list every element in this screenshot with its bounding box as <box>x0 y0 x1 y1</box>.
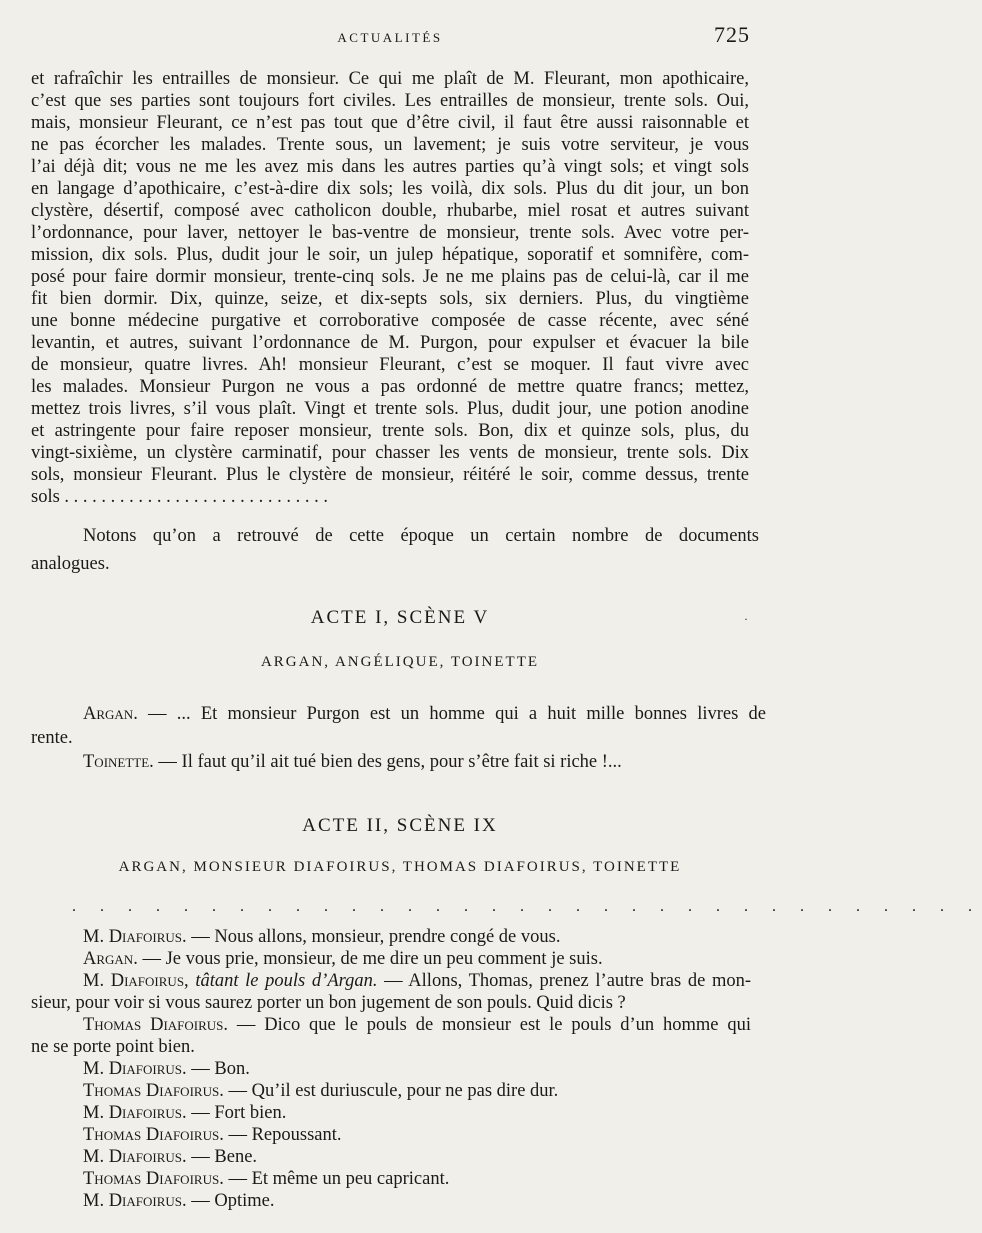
dialogue-line <box>31 1168 751 1190</box>
dialogue-line <box>31 970 751 992</box>
line-text: — Allons, Thomas, prenez l’autre bras de mon- <box>377 971 751 991</box>
speaker-name: Argan. <box>83 949 138 969</box>
speaker-name: M. Diafoirus. <box>83 1059 187 1079</box>
speaker-name: Toinette. <box>83 752 154 772</box>
speaker-name: M. Diafoirus. <box>83 927 187 947</box>
text-line: l’ai déjà dit; vous ne me les avez mis dans les autres parties qu’à vingt sols; et vingt sols <box>31 157 749 177</box>
text-line: fit bien dormir. Dix, quinze, seize, et dix-septs sols, six derniers. Plus, du vingtième <box>31 289 749 309</box>
speaker-name: Argan. <box>83 704 138 724</box>
dialogue-line <box>31 1036 751 1058</box>
dialogue-line <box>31 1080 751 1102</box>
scene-characters: ARGAN, MONSIEUR DIAFOIRUS, THOMAS DIAFOIRUS, TOINETTE <box>118 859 682 875</box>
text-line: les malades. Monsieur Purgon ne vous a pas ordonné de mettre quatre francs; mettez, <box>31 377 749 397</box>
text-line: mettez trois livres, s’il vous plaît. Vingt et trente sols. Plus, dudit jour, une potion anodine <box>31 399 749 419</box>
bill-paragraph <box>31 68 749 508</box>
ellipsis-row: . . . . . . . . . . . . . . . . . . . . . . . . . . . . . . . . . <box>72 898 982 915</box>
text-line: posé pour faire dormir monsieur, trente-cinq sols. Je ne me plains pas de celui-là, car il me <box>31 267 749 287</box>
speaker-name: Thomas Diafoirus. <box>83 1169 224 1189</box>
line-text: — Je vous prie, monsieur, de me dire un peu comment je suis. <box>137 949 603 969</box>
speaker-name: Thomas Diafoirus. <box>83 1015 229 1035</box>
text-line: une bonne médecine purgative et corroborative composée de casse récente, avec séné <box>31 311 749 331</box>
text-line: Notons qu’on a retrouvé de cette époque un certain nombre de documents <box>83 526 759 546</box>
scene1-dialogue <box>31 702 766 774</box>
text-line: analogues. <box>31 554 110 574</box>
line-text: — Et même un peu capricant. <box>223 1169 450 1189</box>
note-paragraph <box>31 522 759 578</box>
dialogue-line <box>31 1146 751 1168</box>
speaker-name: M. Diafoirus. <box>83 1103 187 1123</box>
line-text: — Repoussant. <box>223 1125 342 1145</box>
text-line: et astringente pour faire reposer monsieur, trente sols. Bon, dix et quinze sols, plus, du <box>31 421 749 441</box>
speaker-name: M. Diafoirus, <box>83 971 189 991</box>
speaker-name: M. Diafoirus. <box>83 1191 187 1211</box>
text-line: c’est que ses parties sont toujours fort civiles. Les entrailles de monsieur, trente sols. Oui, <box>31 91 749 111</box>
dialogue-line <box>31 702 766 726</box>
dialogue-line <box>31 1102 751 1124</box>
margin-mark: · <box>744 612 748 626</box>
line-text: — Dico que le pouls de monsieur est le pouls d’un homme qui <box>228 1015 751 1035</box>
stage-direction: tâtant le pouls d’Argan. <box>188 971 378 991</box>
speaker-name: M. Diafoirus. <box>83 1147 187 1167</box>
text-line: ne pas écorcher les malades. Trente sous, un lavement; je suis votre serviteur, je vous <box>31 135 749 155</box>
text-line: levantin, et autres, suivant l’ordonnance de M. Purgon, pour expulser et évacuer la bile <box>31 333 749 353</box>
scene-heading: ACTE I, SCÈNE V <box>310 607 490 628</box>
dialogue-line <box>31 1014 751 1036</box>
text-line: de monsieur, quatre livres. Ah! monsieur Fleurant, c’est se moquer. Il faut vivre avec <box>31 355 749 375</box>
text-line: vingt-sixième, un clystère carminatif, pour chasser les vents de monsieur, trente sols. Dix <box>31 443 749 463</box>
page-number: 725 <box>714 22 750 47</box>
line-text: — Bon. <box>186 1059 250 1079</box>
line-text: ne se porte point bien. <box>31 1037 195 1057</box>
text-line: en langage d’apothicaire, c’est-à-dire dix sols; les voilà, dix sols. Plus du dit jour, un bon <box>31 179 749 199</box>
scene-heading: ACTE II, SCÈNE IX <box>302 815 498 836</box>
dialogue-line <box>31 726 766 750</box>
dialogue-line <box>31 926 751 948</box>
text-line: sols . . . . . . . . . . . . . . . . . . . . . . . . . . . . . <box>31 487 329 507</box>
dialogue-line <box>31 750 766 774</box>
line-text: — Bene. <box>186 1147 258 1167</box>
line-text: — Optime. <box>186 1191 275 1211</box>
scene-characters: ARGAN, ANGÉLIQUE, TOINETTE <box>260 654 540 670</box>
text-line: sols, monsieur Fleurant. Plus le clystère de monsieur, réitéré le soir, comme dessus, trente <box>31 465 749 485</box>
running-title: ACTUALITÉS <box>337 30 443 45</box>
dialogue-line <box>31 992 751 1014</box>
text-line: et rafraîchir les entrailles de monsieur. Ce qui me plaît de M. Fleurant, mon apothicaire, <box>31 69 749 89</box>
speaker-name: Thomas Diafoirus. <box>83 1125 224 1145</box>
dialogue-line <box>31 1058 751 1080</box>
line-text: — ... Et monsieur Purgon est un homme qui a huit mille bonnes livres de <box>137 704 766 724</box>
scene2-dialogue <box>31 926 751 1212</box>
text-line: l’ordonnance, pour laver, nettoyer le bas-ventre de monsieur, trente sols. Avec votre per- <box>31 223 749 243</box>
line-text: — Il faut qu’il ait tué bien des gens, pour s’être fait si riche !... <box>153 752 622 772</box>
dialogue-line <box>31 1124 751 1146</box>
text-line: mission, dix sols. Plus, dudit jour le soir, un julep hépatique, soporatif et somnifère, com- <box>31 245 749 265</box>
line-text: — Fort bien. <box>186 1103 287 1123</box>
text-line: clystère, désertif, composé avec catholicon double, rhubarbe, miel rosat et autres suivant <box>31 201 749 221</box>
line-text: rente. <box>31 728 73 748</box>
line-text: — Qu’il est duriuscule, pour ne pas dire dur. <box>223 1081 559 1101</box>
text-line: mais, monsieur Fleurant, ce n’est pas tout que d’être civil, il faut être aussi raisonnable et <box>31 113 749 133</box>
line-text: — Nous allons, monsieur, prendre congé de vous. <box>186 927 561 947</box>
dialogue-line <box>31 1190 751 1212</box>
dialogue-line <box>31 948 751 970</box>
speaker-name: Thomas Diafoirus. <box>83 1081 224 1101</box>
line-text: sieur, pour voir si vous saurez porter un bon jugement de son pouls. Quid dicis ? <box>31 993 626 1013</box>
